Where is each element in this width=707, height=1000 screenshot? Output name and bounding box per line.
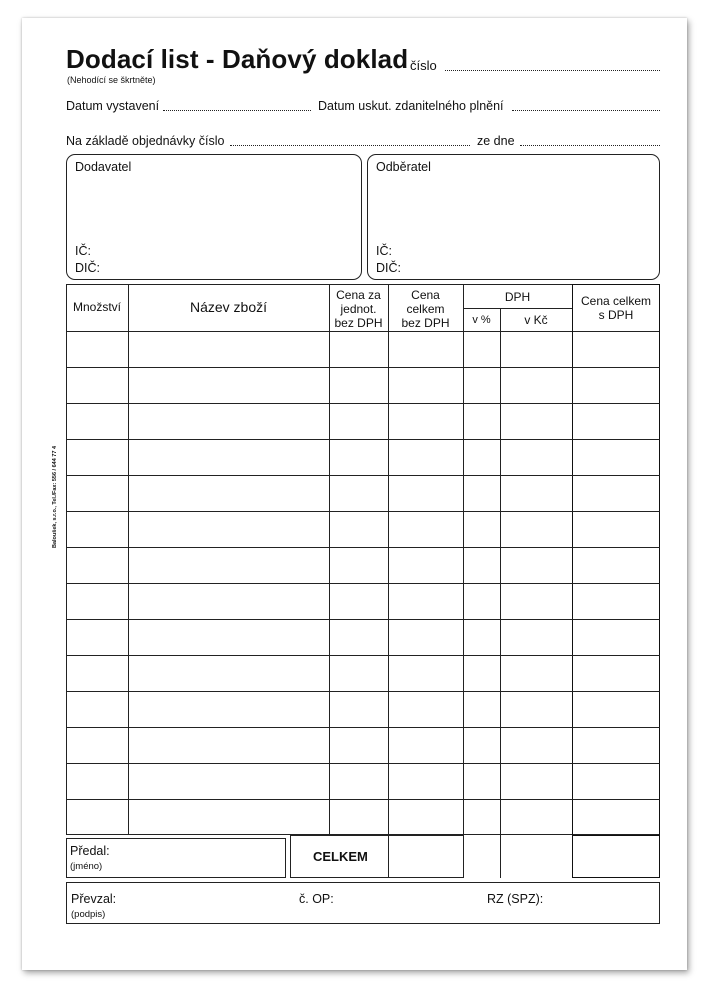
taxable-date-label: Datum uskut. zdanitelného plnění <box>318 99 504 113</box>
customer-ic-label: IČ: <box>376 244 392 258</box>
strike-note: (Nehodící se škrtněte) <box>67 75 156 85</box>
table-row-line <box>66 655 660 656</box>
table-row-line <box>66 439 660 440</box>
total-no-vat-cell[interactable] <box>388 835 464 878</box>
supplier-ic-label: IČ: <box>75 244 91 258</box>
taxable-date-field[interactable] <box>512 110 660 111</box>
customer-box[interactable] <box>367 154 660 280</box>
table-row-line <box>66 547 660 548</box>
supplier-label: Dodavatel <box>75 160 132 174</box>
col-total-no-vat: Cena celkem bez DPH <box>401 288 450 330</box>
number-label: číslo <box>410 58 437 73</box>
customer-dic-label: DIČ: <box>376 261 401 275</box>
issue-date-label: Datum vystavení <box>66 99 160 113</box>
document-title: Dodací list - Daňový doklad <box>66 44 409 74</box>
total-vat-column-frame <box>572 284 660 878</box>
number-field[interactable] <box>445 70 660 71</box>
id-label: č. OP: <box>299 892 334 906</box>
col-unit-price: Cena za jednot. bez DPH <box>334 288 383 330</box>
col-vat-czk: v Kč <box>524 313 548 327</box>
handed-box[interactable] <box>66 838 286 878</box>
table-row-line <box>66 691 660 692</box>
total-vat-cell[interactable] <box>572 835 660 878</box>
table-row-line <box>66 727 660 728</box>
received-box[interactable] <box>66 882 660 924</box>
received-sub: (podpis) <box>71 909 106 920</box>
order-number-field[interactable] <box>230 145 470 146</box>
table-row-line <box>66 511 660 512</box>
table-row-line <box>66 583 660 584</box>
table-row-line <box>66 403 660 404</box>
handed-label: Předal: <box>70 844 110 858</box>
order-date-label: ze dne <box>477 134 515 148</box>
received-label: Převzal: <box>71 892 117 906</box>
total-label: CELKEM <box>313 849 368 864</box>
handed-sub: (jméno) <box>70 861 103 872</box>
total-label-box <box>290 835 389 878</box>
issue-date-field[interactable] <box>163 110 311 111</box>
side-print: Baloušek, s.r.o., Tel./Fax: 556 / 644 77 4 <box>52 445 58 548</box>
table-row-line <box>66 619 660 620</box>
col-vat: DPH <box>504 290 531 304</box>
plate-label: RZ (SPZ): <box>487 892 544 906</box>
col-total-vat: Cena celkem s DPH <box>580 294 652 322</box>
col-vat-pct: v % <box>472 314 491 326</box>
table-row-line <box>66 475 660 476</box>
col-quantity: Množství <box>72 300 121 314</box>
table-row-line <box>66 799 660 800</box>
table-row-line <box>66 367 660 368</box>
order-number-label: Na základě objednávky číslo <box>66 134 225 148</box>
supplier-box[interactable] <box>66 154 362 280</box>
customer-label: Odběratel <box>376 160 431 174</box>
supplier-dic-label: DIČ: <box>75 261 100 275</box>
col-name: Název zboží <box>189 299 268 315</box>
order-date-field[interactable] <box>520 145 660 146</box>
table-row-line <box>66 763 660 764</box>
